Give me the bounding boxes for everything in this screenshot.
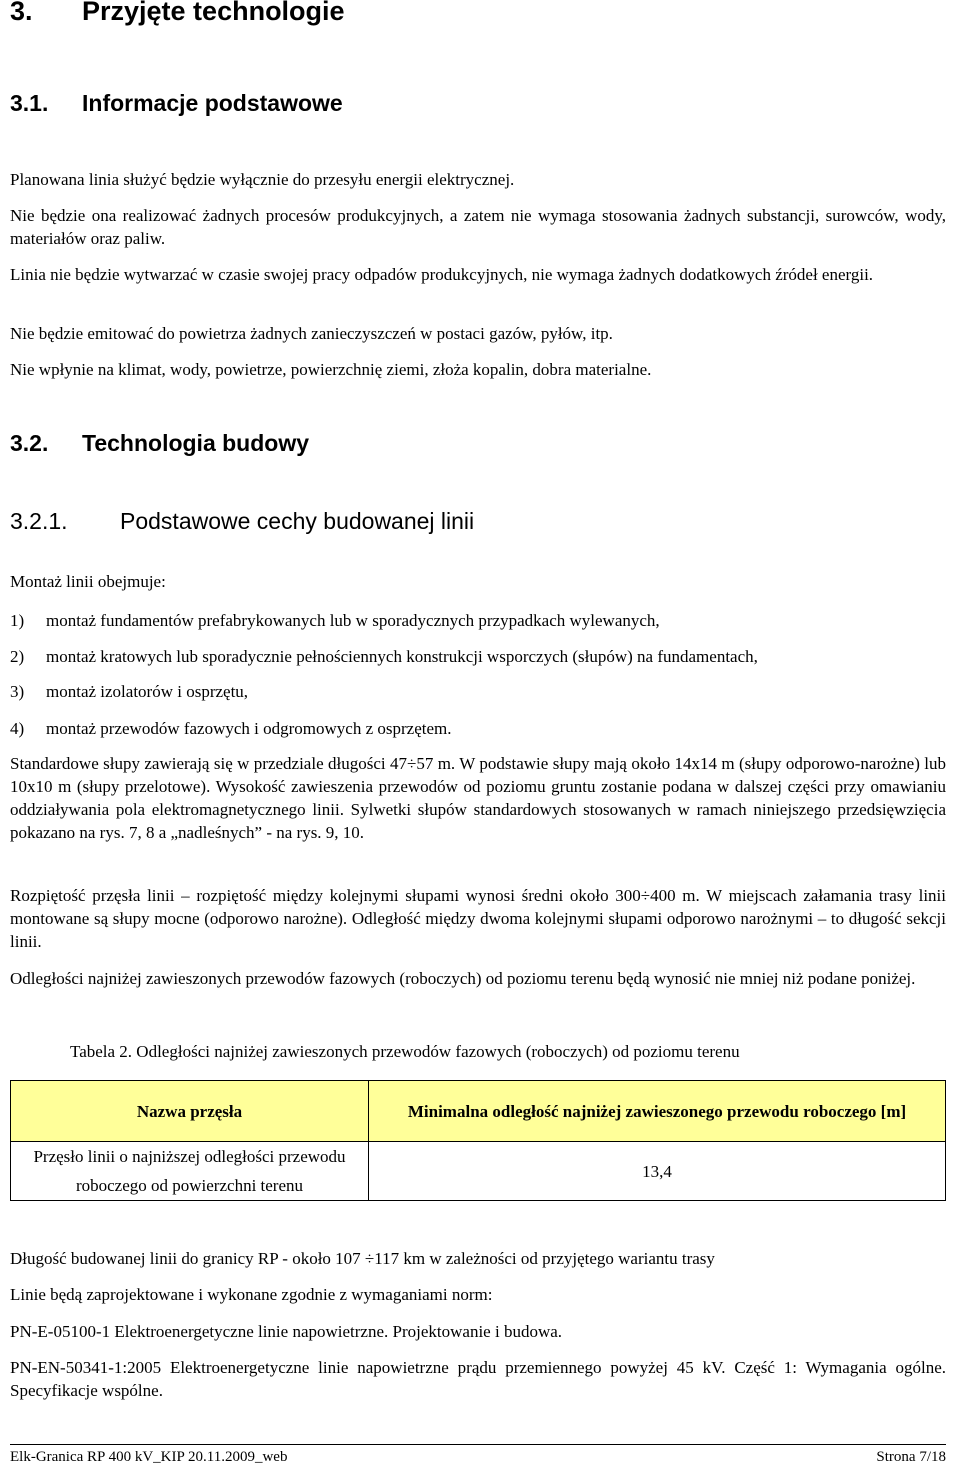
table-cell: Przęsło linii o najniższej odległości przewodu roboczego od powierzchni terenu [11, 1142, 369, 1201]
paragraph: Rozpiętość przęsła linii – rozpiętość między kolejnymi słupami wynosi średni około 300÷400 m. W miejscach załamania trasy linii montowane są słupy mocne (odporowo narożne). Odległość między dwoma kolejnymi słupami odporowo narożnymi – to długość sekcji linii. [10, 886, 946, 951]
subsubsection-title: Podstawowe cechy budowanej linii [120, 508, 475, 534]
subsubsection-number: 3.2.1. [10, 508, 68, 534]
distance-table [10, 1080, 946, 1201]
list-text: montaż izolatorów i osprzętu, [46, 682, 249, 701]
paragraph: Montaż linii obejmuje: [10, 572, 166, 591]
list-number: 1) [10, 611, 25, 630]
list-number: 3) [10, 682, 25, 701]
table-row [11, 1142, 946, 1201]
subsection-title: Technologia budowy [82, 430, 310, 456]
list-number: 2) [10, 647, 25, 666]
table-header-cell: Nazwa przęsła [11, 1081, 369, 1142]
paragraph: Linia nie będzie wytwarzać w czasie swojej pracy odpadów produkcyjnych, nie wymaga żadnych dodatkowych źródeł energii. [10, 265, 874, 284]
list-item [10, 717, 452, 740]
table-header-cell: Minimalna odległość najniżej zawieszonego przewodu roboczego [m] [369, 1081, 946, 1142]
paragraph: Standardowe słupy zawierają się w przedziale długości 47÷57 m. W podstawie słupy mają około 14x14 m (słupy odporowo-narożne) lub 10x10 m (słupy przelotowe). Wysokość zawieszenia przewodów od poziomu gruntu zostanie podana w dalszej części przy omawianiu oddziaływania pola elektromagnetycznego linii. Sylwetki słupów standardowych stosowanych w ramach niniejszego przedsięwzięcia pokazano na rys. 7, 8 a „nadleśnych” - na rys. 9, 10. [10, 754, 946, 842]
paragraph: PN-E-05100-1 Elektroenergetyczne linie napowietrzne. Projektowanie i budowa. [10, 1322, 563, 1341]
footer-page-number: Strona 7/18 [876, 1449, 946, 1465]
paragraph: Linie będą zaprojektowane i wykonane zgodnie z wymaganiami norm: [10, 1285, 493, 1304]
paragraph: Długość budowanej linii do granicy RP - około 107 ÷117 km w zależności od przyjętego wariantu trasy [10, 1249, 715, 1268]
table-cell: 13,4 [369, 1142, 946, 1201]
list-text: montaż przewodów fazowych i odgromowych z osprzętem. [46, 719, 452, 738]
list-text: montaż fundamentów prefabrykowanych lub w sporadycznych przypadkach wylewanych, [46, 611, 660, 630]
footer-document-id: Elk-Granica RP 400 kV_KIP 20.11.2009_web [10, 1449, 288, 1465]
table-header-row [11, 1081, 946, 1142]
list-text: montaż kratowych lub sporadycznie pełnościennych konstrukcji wsporczych (słupów) na fundamentach, [46, 647, 758, 666]
footer-divider [10, 1444, 946, 1445]
list-item [10, 609, 660, 632]
paragraph: Planowana linia służyć będzie wyłącznie do przesyłu energii elektrycznej. [10, 170, 515, 189]
subsection-heading-3-1 [10, 90, 343, 117]
list-item [10, 680, 248, 703]
paragraph: Nie będzie ona realizować żadnych procesów produkcyjnych, a zatem nie wymaga stosowania żadnych substancji, surowców, wody, materiałów oraz paliw. [10, 206, 946, 248]
subsubsection-heading-3-2-1 [10, 508, 474, 535]
list-number: 4) [10, 719, 25, 738]
list-item [10, 645, 758, 668]
paragraph: PN-EN-50341-1:2005 Elektroenergetyczne linie napowietrzne prądu przemiennego powyżej 45 kV. Część 1: Wymagania ogólne. Specyfikacje wspólne. [10, 1358, 946, 1400]
subsection-heading-3-2 [10, 430, 309, 457]
subsection-number: 3.1. [10, 90, 49, 116]
table-caption: Tabela 2. Odległości najniżej zawieszonych przewodów fazowych (roboczych) od poziomu terenu [70, 1042, 740, 1061]
paragraph: Nie będzie emitować do powietrza żadnych zanieczyszczeń w postaci gazów, pyłów, itp. [10, 324, 613, 343]
section-title: Przyjęte technologie [82, 0, 345, 26]
subsection-title: Informacje podstawowe [82, 90, 343, 116]
paragraph: Odległości najniżej zawieszonych przewodów fazowych (roboczych) od poziomu terenu będą wynosić nie mniej niż podane poniżej. [10, 969, 916, 988]
section-heading [10, 0, 345, 27]
subsection-number: 3.2. [10, 430, 49, 456]
section-number: 3. [10, 0, 33, 26]
paragraph: Nie wpłynie na klimat, wody, powietrze, powierzchnię ziemi, złoża kopalin, dobra materialne. [10, 360, 652, 379]
